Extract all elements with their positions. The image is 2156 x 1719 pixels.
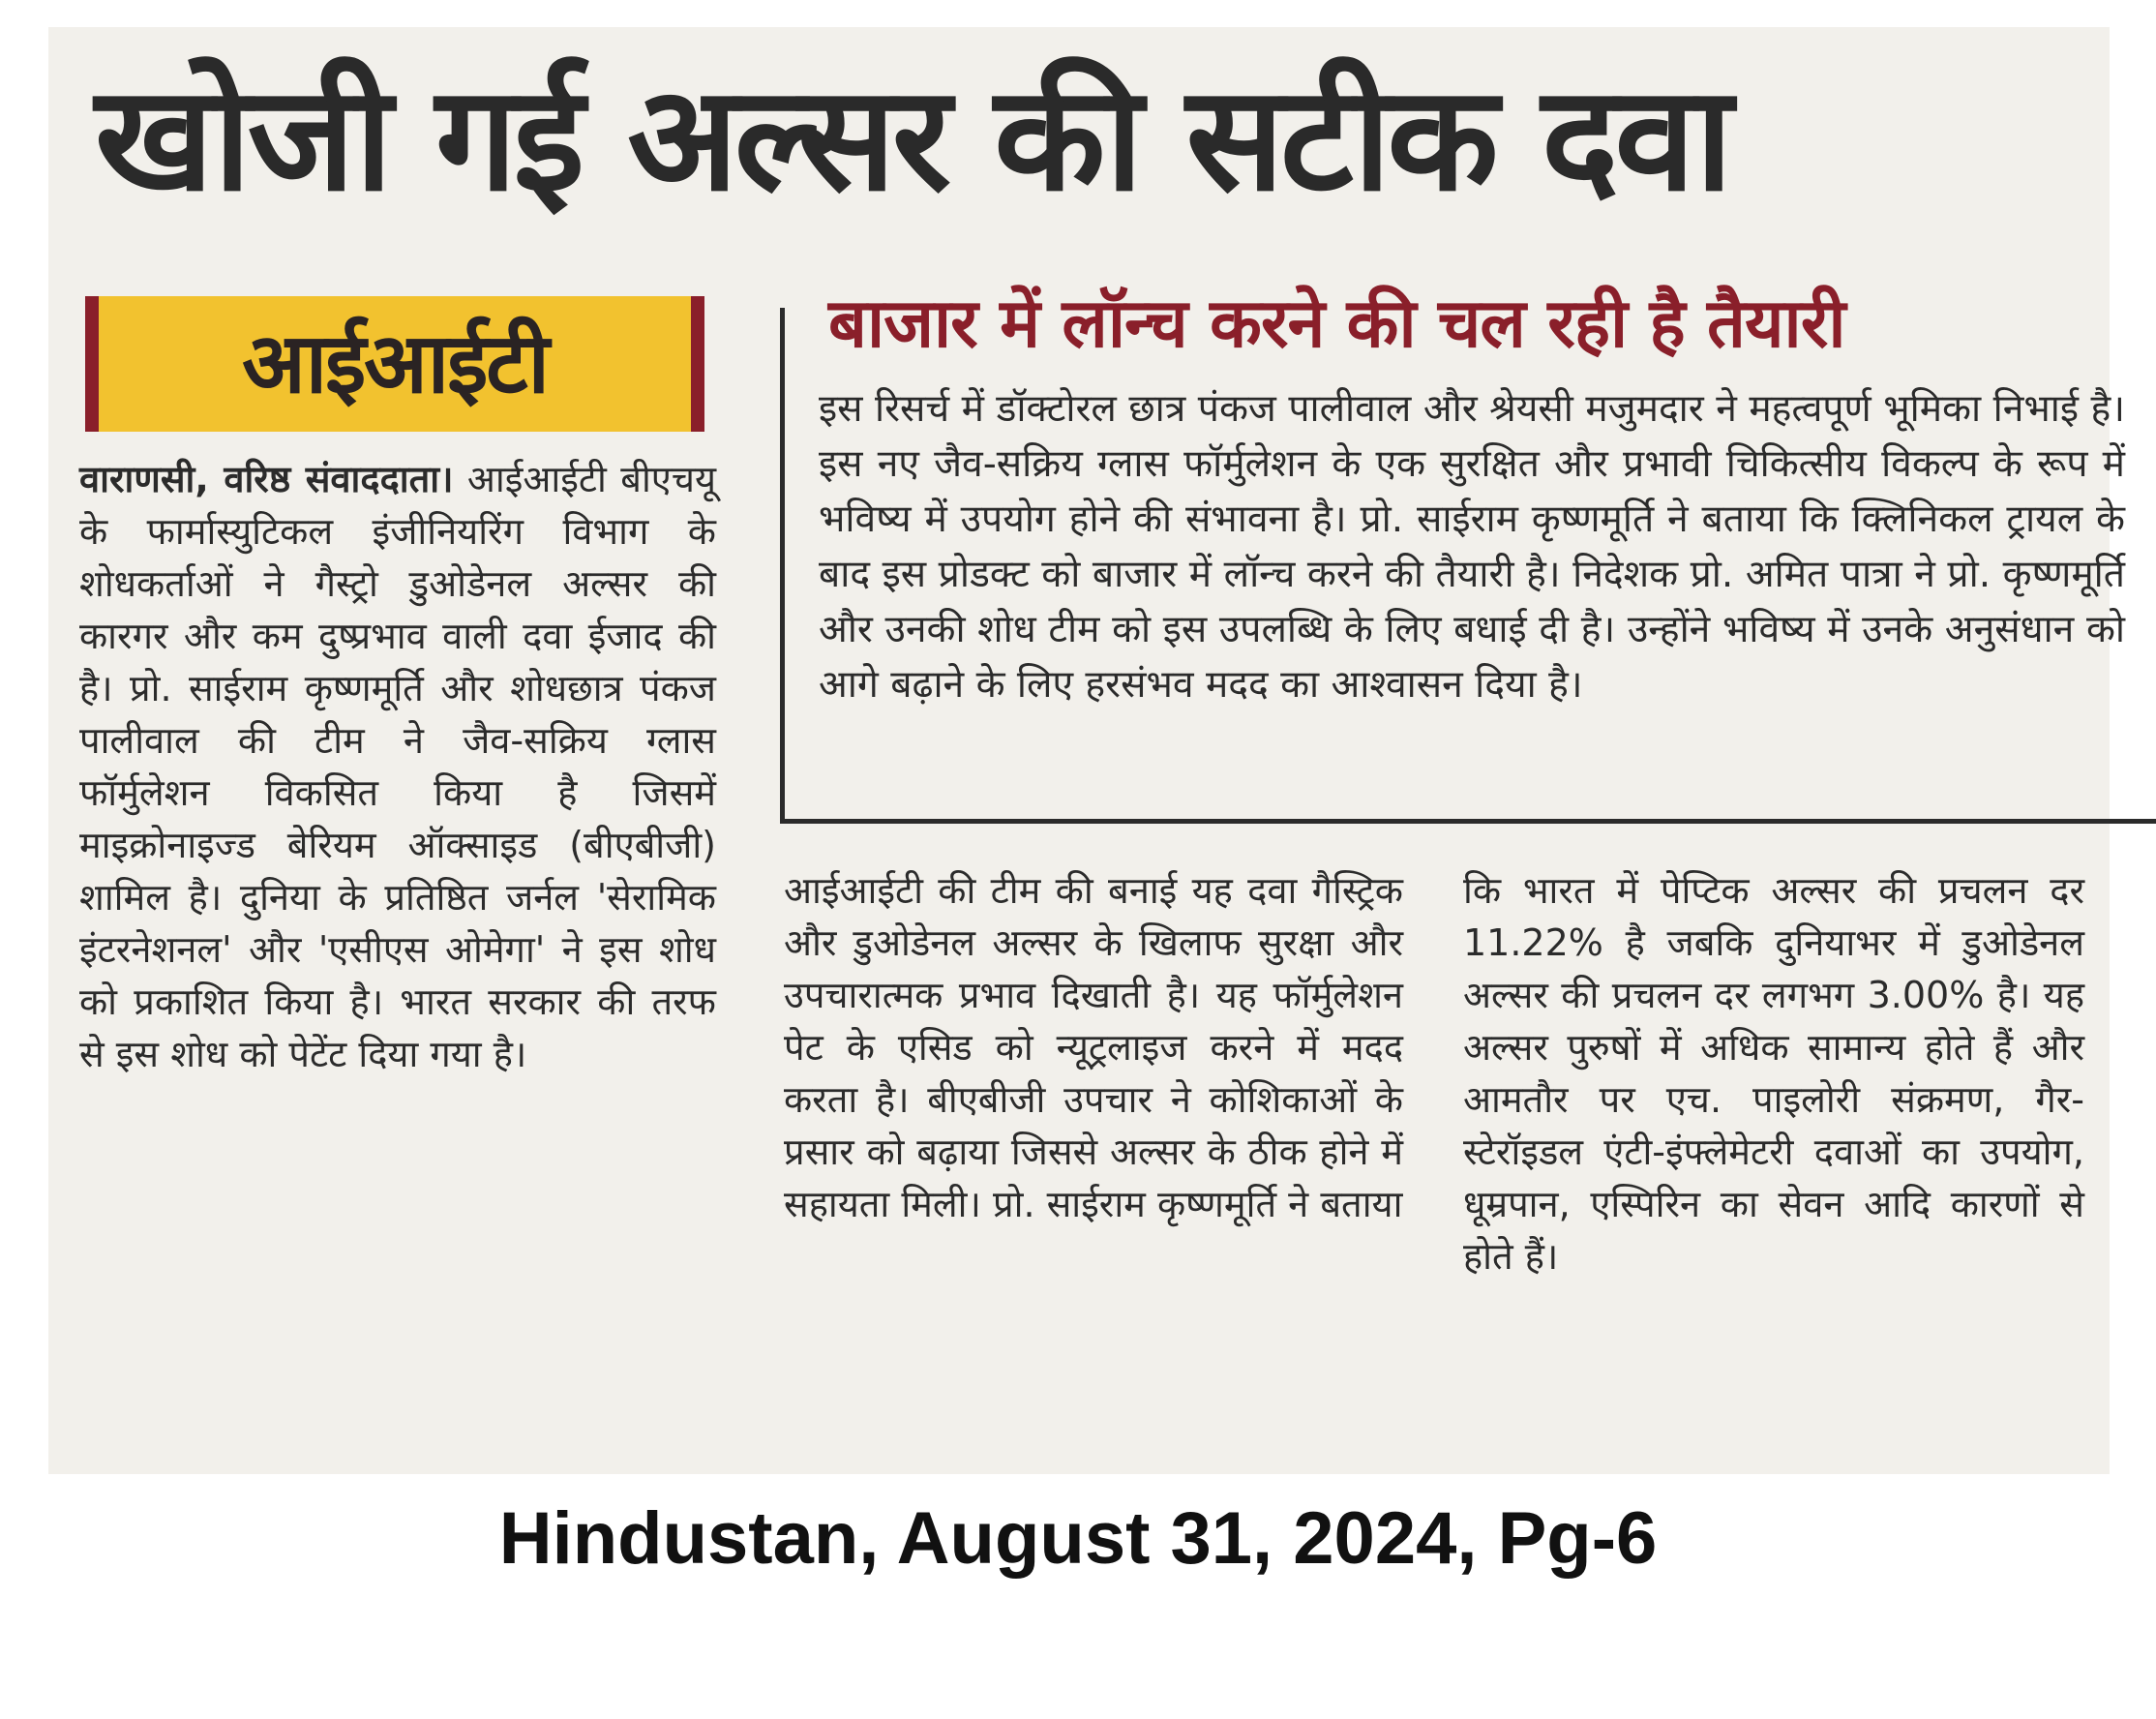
bureau-tag xyxy=(85,296,704,432)
boxed-text: इस रिसर्च में डॉक्टोरल छात्र पंकज पालीवाल और श्रेयसी मजुमदार ने महत्वपूर्ण भूमिका निभाई है। इस नए जैव-सक्रिय ग्लास फॉर्मुलेशन के एक सुरक्षित और प्रभावी चिकित्सीय विकल्प के रूप में भविष्य में उपयोग होने की संभावना है। प्रो. साईराम कृष्णमूर्ति ने बताया कि क्लिनिकल ट्रायल के बाद इस प्रोडक्ट को बाजार में लॉन्च करने की तैयारी है। निदेशक प्रो. अमित पात्रा ने प्रो. कृष्णमूर्ति और उनकी शोध टीम को इस उपलब्धि के लिए बधाई दी है। उन्होंने भविष्य में उनके अनुसंधान को आगे बढ़ाने के लिए हरसंभव मदद का आश्वासन दिया है। xyxy=(819,387,2125,707)
box-border-bottom xyxy=(780,819,2156,824)
left-column-text: आईआईटी बीएचयू के फार्मास्युटिकल इंजीनियरिंग विभाग के शोधकर्ताओं ने गैस्ट्रो डुओडेनल अल्सर की कारगर और कम दुष्प्रभाव वाली दवा ईजाद की है। प्रो. साईराम कृष्णमूर्ति और शोधछात्र पंकज पालीवाल की टीम ने जैव-सक्रिय ग्लास फॉर्मुलेशन विकसित किया है जिसमें माइक्रोनाइज्ड बेरियम ऑक्साइड (बीएबीजी) शामिल है। दुनिया के प्रतिष्ठित जर्नल 'सेरामिक इंटरनेशनल' और 'एसीएस ओमेगा' ने इस शोध को प्रकाशित किया है। भारत सरकार की तरफ से इस शोध को पेटेंट दिया गया है। xyxy=(79,458,716,1075)
right-column: कि भारत में पेप्टिक अल्सर की प्रचलन दर 11.22% है जबकि दुनियाभर में डुओडेनल अल्सर की प्रचलन दर लगभग 3.00% है। यह अल्सर पुरुषों में अधिक सामान्य होते हैं और आमतौर पर एच. पाइलोरी संक्रमण, गैर-स्टेरॉइडल एंटी-इंफ्लेमेटरी दवाओं का उपयोग, धूम्रपान, एस्पिरिन का सेवन आदि कारणों से होते हैं। xyxy=(1463,869,2084,1278)
left-column xyxy=(79,453,716,1080)
source-caption: Hindustan, August 31, 2024, Pg-6 xyxy=(498,1497,1658,1580)
subheadline: बाजार में लॉन्च करने की चल रही है तैयारी xyxy=(828,284,1845,363)
bureau-tag-label: आईआईटी xyxy=(242,316,548,412)
newspaper-clipping xyxy=(48,27,2125,1474)
headline: खोजी गई अल्सर की सटीक दवा xyxy=(95,55,1729,224)
box-border-left xyxy=(780,308,785,823)
middle-column: आईआईटी की टीम की बनाई यह दवा गैस्ट्रिक और डुओडेनल अल्सर के खिलाफ सुरक्षा और उपचारात्मक प्रभाव दिखाती है। यह फॉर्मुलेशन पेट के एसिड को न्यूट्रलाइज करने में मदद करता है। बीएबीजी उपचार ने कोशिकाओं के प्रसार को बढ़ाया जिससे अल्सर के ठीक होने में सहायता मिली। प्रो. साईराम कृष्णमूर्ति ने बताया xyxy=(784,869,1403,1225)
dateline: वाराणसी, वरिष्ठ संवाददाता। xyxy=(79,458,454,500)
